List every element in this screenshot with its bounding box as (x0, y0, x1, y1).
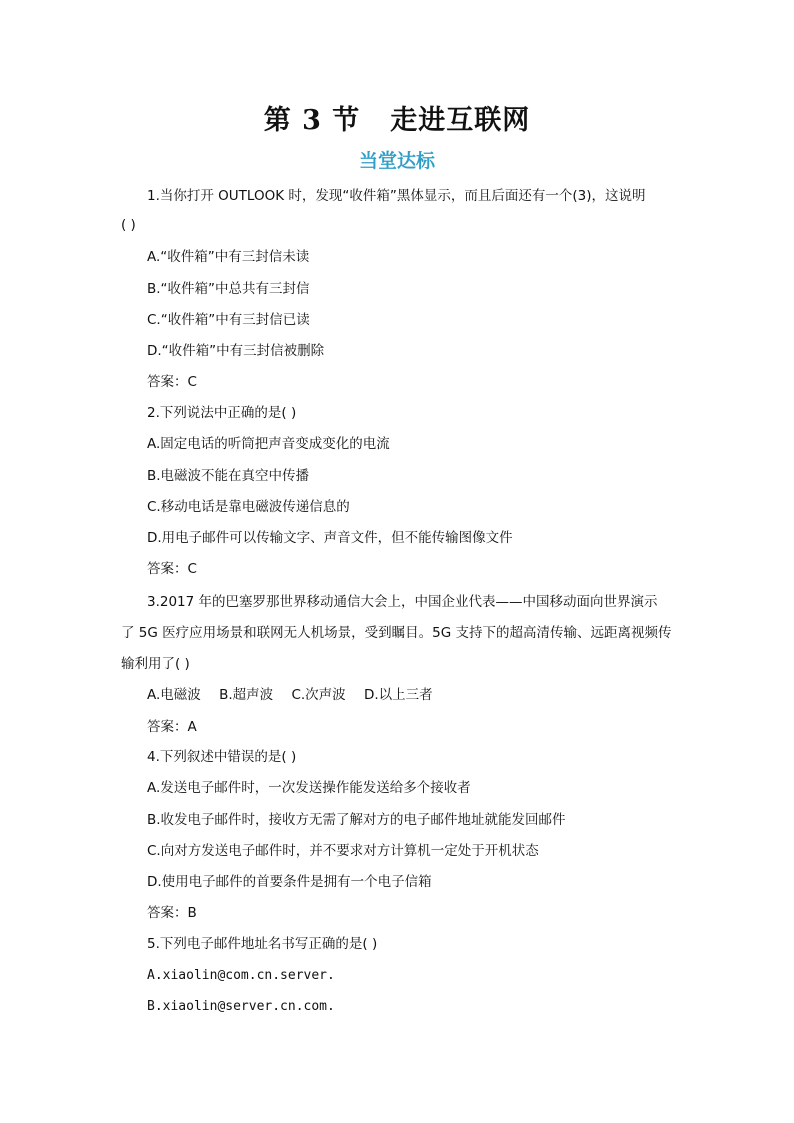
q4-option-b: B.收发电子邮件时，接收方无需了解对方的电子邮件地址就能发回邮件 (147, 812, 566, 828)
q2-option-a: A.固定电话的听筒把声音变成变化的电流 (147, 436, 390, 452)
q1-option-d: D.“收件箱”中有三封信被删除 (147, 343, 325, 359)
q3-answer: 答案：A (147, 719, 197, 735)
q2-stem: 2.下列说法中正确的是( ) (147, 405, 297, 421)
q1-option-b: B.“收件箱”中总共有三封信 (147, 281, 310, 297)
q4-stem: 4.下列叙述中错误的是( ) (147, 749, 297, 765)
q4-option-c: C.向对方发送电子邮件时，并不要求对方计算机一定处于开机状态 (147, 843, 539, 859)
q4-answer: 答案：B (147, 905, 197, 921)
q1-option-c: C.“收件箱”中有三封信已读 (147, 312, 310, 328)
q4-option-d: D.使用电子邮件的首要条件是拥有一个电子信箱 (147, 874, 432, 890)
q2-option-d: D.用电子邮件可以传输文字、声音文件，但不能传输图像文件 (147, 530, 513, 546)
q1-option-a: A.“收件箱”中有三封信未读 (147, 249, 310, 265)
q1-stem-line2: ( ) (121, 217, 136, 233)
q3-stem-line3: 输利用了( ) (121, 656, 190, 672)
q3-stem-line1: 3.2017 年的巴塞罗那世界移动通信大会上，中国企业代表——中国移动面向世界演示 (147, 594, 658, 610)
q4-option-a: A.发送电子邮件时，一次发送操作能发送给多个接收者 (147, 780, 471, 796)
q3-option-a: A.电磁波 (147, 687, 201, 703)
q5-stem: 5.下列电子邮件地址名书写正确的是( ) (147, 936, 378, 952)
q3-options-row (147, 686, 447, 704)
title-section-number: 第 3 节 (263, 105, 361, 136)
q5-option-a: A.xiaolin@com.cn.server. (147, 968, 335, 983)
section-subtitle: 当堂达标 (358, 150, 435, 172)
q2-option-c: C.移动电话是靠电磁波传递信息的 (147, 499, 350, 515)
q2-answer: 答案：C (147, 561, 197, 577)
q3-option-b: B.超声波 (219, 687, 274, 703)
q1-stem-line1: 1.当你打开 OUTLOOK 时，发现“收件箱”黑体显示，而且后面还有一个(3)，这说明 (147, 188, 646, 204)
q3-stem-line2: 了 5G 医疗应用场景和联网无人机场景，受到瞩目。5G 支持下的超高清传输、远距离视频传 (121, 625, 672, 641)
q3-option-d: D.以上三者 (363, 687, 433, 703)
page-title (0, 98, 794, 137)
q2-option-b: B.电磁波不能在真空中传播 (147, 468, 310, 484)
title-section-name: 走进互联网 (390, 105, 531, 136)
q1-answer: 答案：C (147, 374, 197, 390)
q3-option-c: C.次声波 (291, 687, 346, 703)
q5-option-b: B.xiaolin@server.cn.com. (147, 999, 335, 1014)
